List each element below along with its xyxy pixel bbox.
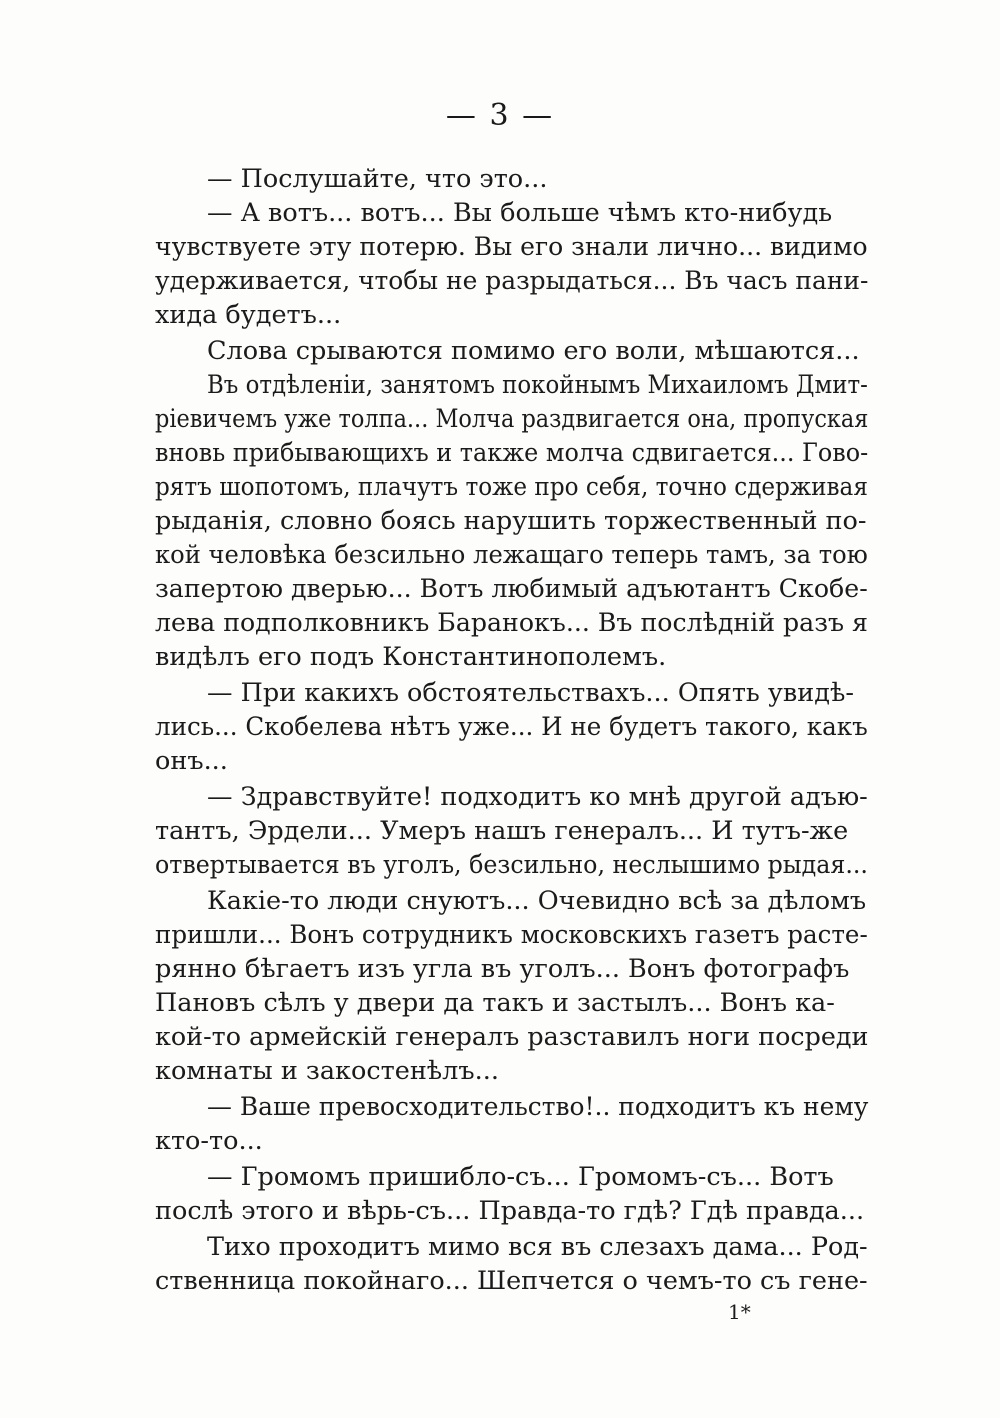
text-line: ріевичемъ уже толпа... Молча раздвигается она, пропуская <box>155 404 869 434</box>
text-line: — А вотъ... вотъ... Вы больше чѣмъ кто-нибудь <box>207 198 833 228</box>
signature-mark: 1* <box>728 1300 751 1324</box>
text-line: удерживается, чтобы не разрыдаться... Въ часъ пани- <box>155 266 869 296</box>
text-line: лись... Скобелева нѣтъ уже... И не будетъ такого, какъ <box>155 712 868 742</box>
text-line: хида будетъ... <box>155 300 342 330</box>
text-line: — Послушайте, что это... <box>207 164 548 194</box>
text-line: кой человѣка безсильно лежащаго теперь тамъ, за тою <box>155 540 868 570</box>
text-line: Пановъ сѣлъ у двери да такъ и застылъ... Вонъ ка- <box>155 988 835 1018</box>
text-line: лева подполковникъ Баранокъ... Въ послѣдній разъ я <box>155 608 868 638</box>
text-line: тантъ, Эрдели... Умеръ нашъ генералъ... И тутъ-же <box>155 816 849 846</box>
text-line: — При какихъ обстоятельствахъ... Опять увидѣ- <box>207 678 854 708</box>
text-line: Въ отдѣленіи, занятомъ покойнымъ Михаиломъ Дмит- <box>207 370 868 400</box>
text-line: вновь прибывающихъ и также молча сдвигается... Гово- <box>155 438 869 468</box>
text-line: чувствуете эту потерю. Вы его знали лично... видимо <box>155 232 868 262</box>
text-line: Тихо проходитъ мимо вся въ слезахъ дама... Род- <box>207 1232 868 1262</box>
text-line: ственница покойнаго... Шепчется о чемъ-то съ гене- <box>155 1266 868 1296</box>
text-line: кой-то армейскій генералъ разставилъ ноги посреди <box>155 1022 869 1052</box>
text-line: пришли... Вонъ сотрудникъ московскихъ газетъ расте- <box>155 920 868 950</box>
text-line: комнаты и закостенѣлъ... <box>155 1056 499 1086</box>
text-line: онъ... <box>155 746 228 776</box>
text-line: рянно бѣгаетъ изъ угла въ уголъ... Вонъ фотографъ <box>155 954 850 984</box>
text-line: рятъ шопотомъ, плачутъ тоже про себя, точно сдерживая <box>155 472 868 502</box>
text-line: видѣлъ его подъ Константинополемъ. <box>155 642 667 672</box>
text-line: послѣ этого и вѣрь-съ... Правда-то гдѣ? Гдѣ правда... <box>155 1196 865 1226</box>
text-line: — Здравствуйте! подходитъ ко мнѣ другой адъю- <box>207 782 868 812</box>
page-number: — 3 — <box>445 98 555 133</box>
text-line: Какіе-то люди снуютъ... Очевидно всѣ за дѣломъ <box>207 886 867 916</box>
text-line: Слова срываются помимо его воли, мѣшаются... <box>207 336 860 366</box>
text-line: кто-то... <box>155 1126 263 1156</box>
text-line: отвертывается въ уголъ, безсильно, неслышимо рыдая... <box>155 850 868 880</box>
text-line: — Громомъ пришибло-съ... Громомъ-съ... Вотъ <box>207 1162 834 1192</box>
text-line: рыданія, словно боясь нарушить торжественный по- <box>155 506 867 536</box>
text-line: — Ваше превосходительство!.. подходитъ къ нему <box>207 1092 869 1122</box>
text-line: запертою дверью... Вотъ любимый адъютантъ Скобе- <box>155 574 868 604</box>
